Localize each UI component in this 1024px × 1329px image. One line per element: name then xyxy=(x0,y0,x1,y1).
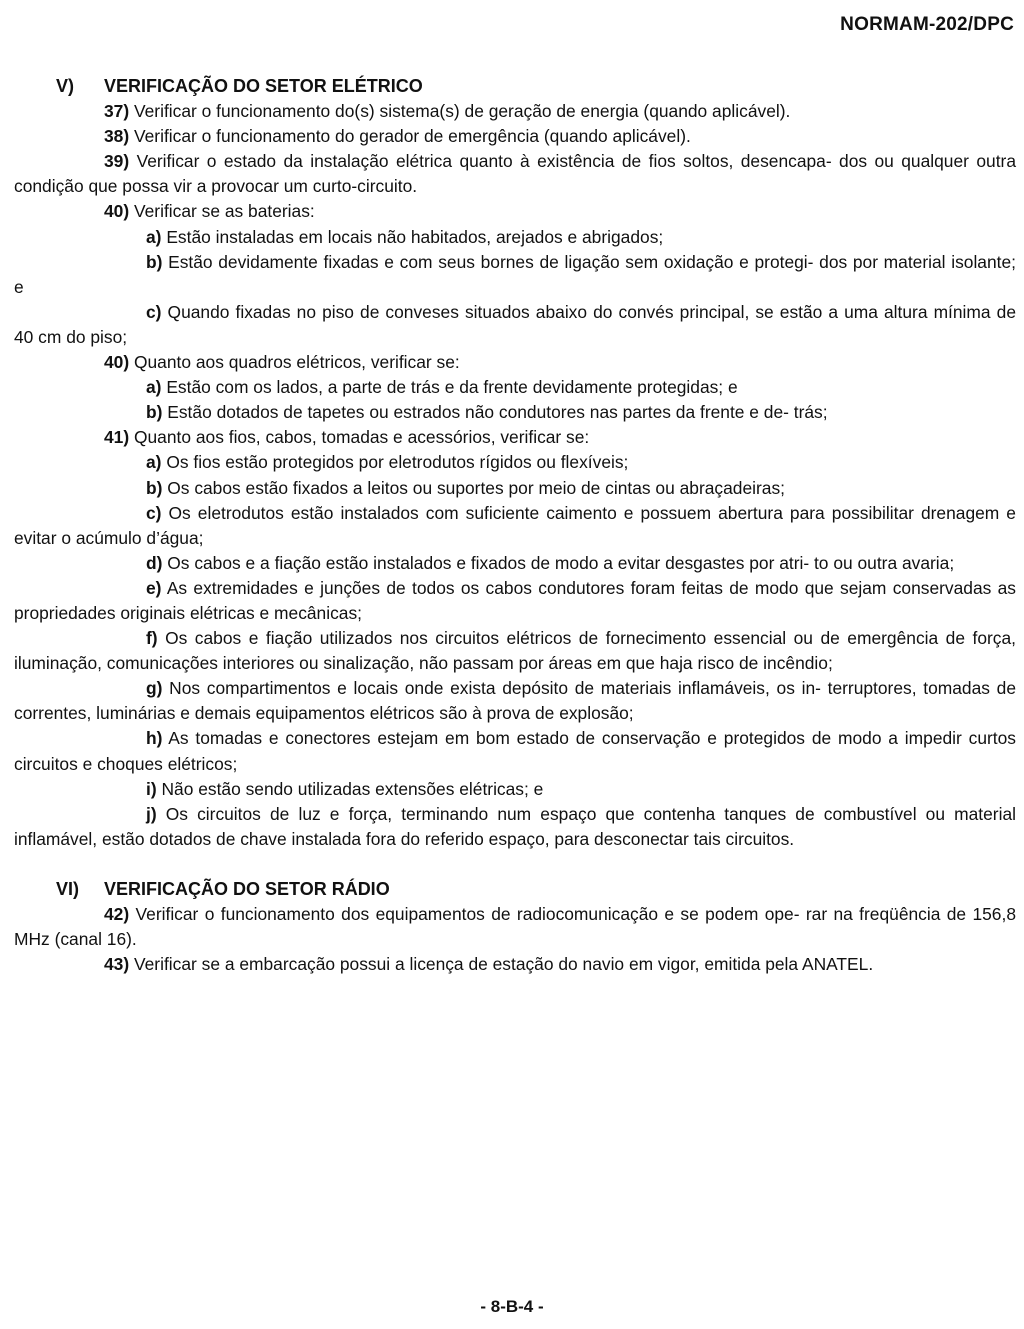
sub-item xyxy=(14,375,1016,400)
item-text: Verificar o funcionamento dos equipamentos de radiocomunicação e se podem ope- rar na freqüência de 156,8 MHz (canal 16). xyxy=(14,904,1016,950)
item-text: Verificar o funcionamento do(s) sistema(s) de geração de energia (quando aplicável). xyxy=(133,101,791,122)
item-label: 40) xyxy=(104,201,130,222)
sub-item-label: h) xyxy=(146,728,163,749)
sub-item-text: As extremidades e junções de todos os cabos condutores foram feitas de modo que sejam conservadas as propriedades originais elétricas e mecânicas; xyxy=(14,577,1016,623)
sub-item-label: j) xyxy=(146,803,157,824)
sub-item xyxy=(14,626,1016,676)
item-text: Verificar o estado da instalação elétrica quanto à existência de fios soltos, desencapa- dos ou qualquer outra condição que possa vir a provocar um curto-circuito. xyxy=(14,151,1016,197)
item-40-baterias xyxy=(14,199,1016,224)
sub-item-text: Os cabos e fiação utilizados nos circuitos elétricos de fornecimento essencial ou de emergência de força, iluminação, comunicações interiores ou sinalização, não passam por áreas em que haja risco de incêndio; xyxy=(14,628,1016,674)
sub-item-label: c) xyxy=(146,301,162,322)
sub-item xyxy=(14,450,1016,475)
item-text: Verificar se as baterias: xyxy=(133,201,315,222)
item-label: 42) xyxy=(104,904,130,924)
sub-item-text: Estão dotados de tapetes ou estrados não condutores nas partes da frente e de- trás; xyxy=(167,402,828,423)
item-41 xyxy=(14,425,1016,450)
sub-item-label: b) xyxy=(146,402,163,423)
sub-item xyxy=(14,551,1016,576)
sub-item-text: Os fios estão protegidos por eletrodutos rígidos ou flexíveis; xyxy=(166,452,629,473)
sub-item xyxy=(14,576,1016,626)
sub-item xyxy=(14,726,1016,776)
sub-item xyxy=(14,300,1016,350)
sub-item-text: As tomadas e conectores estejam em bom estado de conservação e protegidos de modo a impedir curtos circuitos e choques elétricos; xyxy=(14,728,1017,774)
item-text: Verificar o funcionamento do gerador de emergência (quando aplicável). xyxy=(133,126,691,147)
sub-item-label: d) xyxy=(146,552,163,573)
item-label: 41) xyxy=(104,427,130,448)
page-number: - 8-B-4 - xyxy=(480,1297,544,1316)
item-label: 43) xyxy=(104,954,130,975)
section-vi-number: VI) xyxy=(56,878,80,899)
section-v-title: VERIFICAÇÃO DO SETOR ELÉTRICO xyxy=(104,76,423,96)
sub-item-label: b) xyxy=(146,477,163,498)
sub-item xyxy=(14,676,1016,726)
sub-item xyxy=(14,802,1016,852)
sub-item-label: a) xyxy=(146,452,162,473)
sub-item-text: Quando fixadas no piso de conveses situados abaixo do convés principal, se estão a uma altura mínima de 40 cm do piso; xyxy=(14,301,1016,347)
sub-item-label: b) xyxy=(146,251,163,272)
sub-item-text: Os cabos estão fixados a leitos ou suportes por meio de cintas ou abraçadeiras; xyxy=(167,477,785,498)
sub-item-label: c) xyxy=(146,502,162,523)
item-38 xyxy=(14,124,1016,149)
sub-item-text: Os eletrodutos estão instalados com suficiente caimento e possuem abertura para possibilitar drenagem e evitar o acúmulo d’água; xyxy=(14,502,1016,548)
sub-item-label: a) xyxy=(146,226,162,247)
sub-item xyxy=(14,250,1016,300)
item-text: Quanto aos fios, cabos, tomadas e acessórios, verificar se: xyxy=(133,427,590,448)
sub-item-text: Os circuitos de luz e força, terminando num espaço que contenha tanques de combustível ou material inflamável, estão dotados de chave instalada fora do referido espaço, para desconectar tais circuitos. xyxy=(14,803,1016,849)
item-42 xyxy=(14,902,1016,952)
sub-item xyxy=(14,225,1016,250)
sub-item xyxy=(14,777,1016,802)
sub-item-label: g) xyxy=(146,678,163,699)
section-vi-title: VERIFICAÇÃO DO SETOR RÁDIO xyxy=(104,878,390,899)
sub-item-text: Estão com os lados, a parte de trás e da frente devidamente protegidas; e xyxy=(166,377,738,398)
item-text: Quanto aos quadros elétricos, verificar se: xyxy=(133,352,460,373)
sub-item-label: f) xyxy=(146,628,158,649)
item-40-quadros xyxy=(14,350,1016,375)
item-label: 39) xyxy=(104,151,130,172)
item-43 xyxy=(14,952,1016,977)
sub-item-label: e) xyxy=(146,577,162,598)
sub-item-text: Estão instaladas em locais não habitados, arejados e abrigados; xyxy=(166,226,664,247)
item-label: 40) xyxy=(104,352,130,373)
sub-item-text: Estão devidamente fixadas e com seus bornes de ligação sem oxidação e protegi- dos por material isolante; e xyxy=(14,251,1016,297)
item-37 xyxy=(14,99,1016,124)
sub-item-label: i) xyxy=(146,778,157,799)
item-text: Verificar se a embarcação possui a licença de estação do navio em vigor, emitida pela ANATEL. xyxy=(133,954,874,975)
sub-item xyxy=(14,476,1016,501)
sub-item xyxy=(14,400,1016,425)
sub-item-text: Os cabos e a fiação estão instalados e fixados de modo a evitar desgastes por atri- to ou outra avaria; xyxy=(167,552,955,573)
section-v-heading xyxy=(14,74,1016,99)
document-code: NORMAM-202/DPC xyxy=(840,14,1014,35)
section-v-number: V) xyxy=(56,76,74,96)
section-spacer xyxy=(14,852,1016,877)
item-39 xyxy=(14,149,1016,199)
sub-item-text: Não estão sendo utilizadas extensões elétricas; e xyxy=(161,778,544,799)
sub-item-text: Nos compartimentos e locais onde exista depósito de materiais inflamáveis, os in- terruptores, tomadas de correntes, luminárias e demais equipamentos elétricos são à prova de explosão; xyxy=(14,678,1017,724)
section-vi-heading xyxy=(14,877,1016,902)
item-label: 38) xyxy=(104,126,130,147)
sub-item xyxy=(14,501,1016,551)
sub-item-label: a) xyxy=(146,377,162,398)
document-body xyxy=(14,74,1016,977)
item-label: 37) xyxy=(104,101,130,122)
